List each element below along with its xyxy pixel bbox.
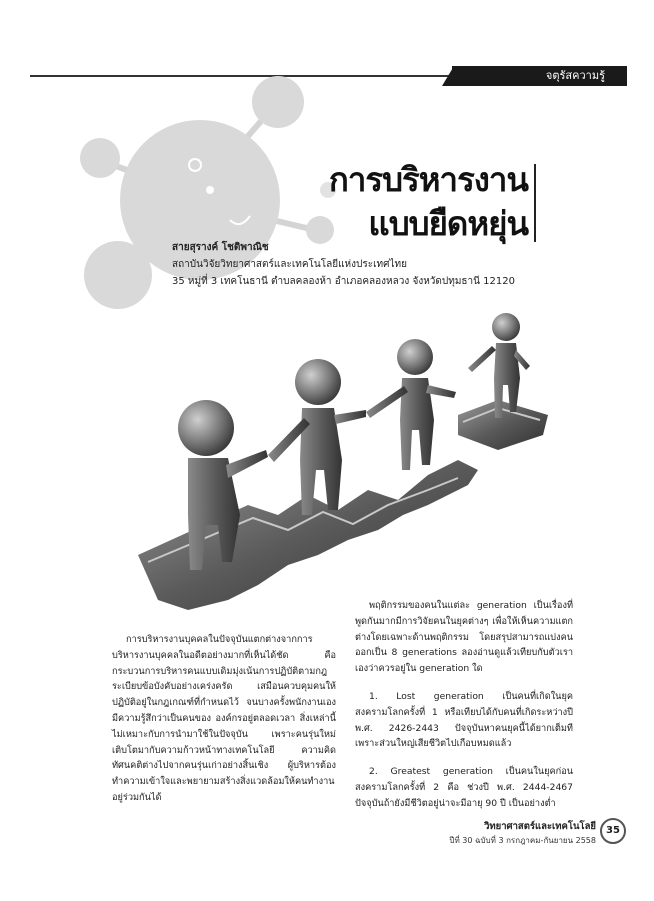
author-affiliation: สถาบันวิจัยวิทยาศาสตร์และเทคโนโลยีแห่งประเทศไทย [172,259,407,270]
puzzle-figures-image [128,300,548,620]
right-paragraph-2: 1. Lost generation เป็นคนที่เกิดในยุคสงครามโลกครั้งที่ 1 หรือเทียบได้กับคนที่เกิดระหว่างปี พ.ศ. 2426-2443 ปัจจุบันหาคนยุคนี้ได้ยากเต็มที เพราะส่วนใหญ่เสียชีวิตไปเกือบหมดแล้ว [355,690,573,750]
footer [449,820,596,847]
author-block [172,239,592,290]
title-bar [534,164,536,242]
author-name: สายสุรางค์ โชติพาณิช [172,242,269,253]
footer-issue: ปีที่ 30 ฉบับที่ 3 กรกฎาคม-กันยายน 2558 [449,836,596,845]
left-column [112,632,336,818]
title-line-1: การบริหารงาน [328,160,528,199]
right-paragraph-3: 2. Greatest generation เป็นคนในยุคก่อนสงครามโลกครั้งที่ 2 คือ ช่วงปี พ.ศ. 2444-2467 ปัจจุบันถ้ายังมีชีวิตอยู่น่าจะมีอายุ 90 ปี เป็นอย่างต่ำ [355,766,573,809]
author-address: 35 หมู่ที่ 3 เทคโนธานี ตำบลคลองห้า อำเภอคลองหลวง จังหวัดปทุมธานี 12120 [172,276,515,287]
title-line-2: แบบยืดหยุ่น [368,204,528,243]
right-paragraph-1: พฤติกรรมของคนในแต่ละ generation เป็นเรื่องที่พูดกันมากมีการวิจัยคนในยุคต่างๆ เพื่อให้เห็นความแตกต่างโดยเฉพาะด้านพฤติกรรม โดยสรุปสามารถแบ่งคนออกเป็น 8 generations ลองอ่านดูแล้วเทียบกับตัวเราเองว่าควรอยู่ใน generation ใด [355,600,573,675]
page-number: 35 [600,818,626,844]
left-paragraph: การบริหารงานบุคคลในปัจจุบันแตกต่างจากการบริหารงานบุคคลในอดีตอย่างมากที่เห็นได้ชัด คือ กระบวนการบริหารคนแบบเดิมมุ่งเน้นการปฏิบัติตามกฎระเบียบข้อบังคับอย่างเคร่งครัด เสมือนควบคุมคนให้ปฏิบัติอยู่ในกฎเกณฑ์ที่กำหนดไว้ จนบางครั้งพนักงานเอง มีความรู้สึกว่าเป็นคนของ องค์กรอยู่ตลอดเวลา สิ่งเหล่านี้ไม่เหมาะกับการนำมาใช้ในปัจจุบัน เพราะคนรุ่นใหม่เติบโตมากับความก้าวหน้าทางเทคโนโลยี ความคิดทัศนคติต่างไปจากคนรุ่นเก่าอย่างสิ้นเชิง ผู้บริหารต้องทำความเข้าใจและพยายามสร้างสิ่งแวดล้อมให้คนทำงานอยู่ร่วมกันได้ [112,634,336,803]
section-label: จตุรัสความรู้ [452,66,627,86]
footer-magazine: วิทยาศาสตร์และเทคโนโลยี [484,821,596,832]
article-title [300,158,528,246]
right-column [355,598,573,824]
